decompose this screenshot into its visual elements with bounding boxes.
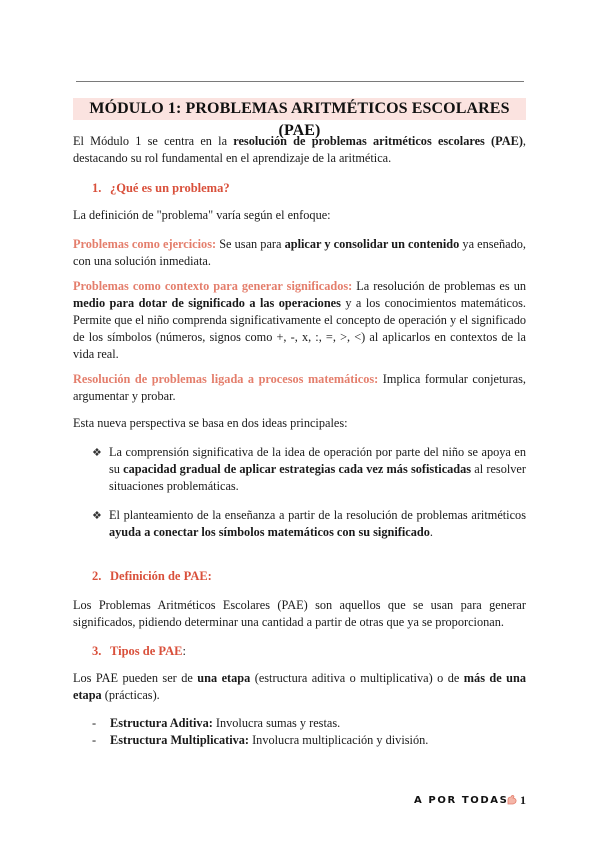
ejercicios-text-2: ya enseñado, con una solución inmediata.	[73, 237, 526, 268]
procesos-paragraph	[73, 371, 526, 405]
section-2-title: Definición de PAE:	[110, 569, 212, 583]
bullet-2-text-2: .	[429, 525, 433, 539]
dash-item-aditiva	[92, 715, 340, 732]
page-number: 1	[520, 793, 526, 807]
contexto-paragraph	[73, 278, 526, 363]
ejercicios-text-1: Se usan para	[216, 237, 285, 251]
bullet-1-bold: capacidad gradual de aplicar estrategias cada vez más sofisticadas	[123, 462, 472, 476]
dash-item-multiplicativa	[92, 732, 428, 749]
procesos-text: Implica formular conjeturas, argumentar y probar.	[73, 372, 526, 403]
top-rule	[76, 81, 524, 82]
tipos-text-3: (prácticas).	[101, 688, 160, 702]
pae-definition-paragraph: Los Problemas Aritméticos Escolares (PAE) son aquellos que se usan para generar significados, pidiendo determinar una cantidad a partir de otras que ya se proporcionan.	[73, 598, 526, 629]
tipos-text-1: Los PAE pueden ser de	[73, 671, 198, 685]
tipos-bold-1: una etapa	[197, 671, 251, 685]
intro-text-1: El Módulo 1 se centra en la	[73, 134, 234, 148]
ejercicios-bold: aplicar y consolidar un contenido	[284, 237, 460, 251]
ejercicios-label: Problemas como ejercicios:	[73, 237, 217, 251]
dash-2-label: Estructura Multiplicativa:	[110, 733, 250, 747]
intro-bold: resolución de problemas aritméticos escolares (PAE)	[233, 134, 523, 148]
contexto-label: Problemas como contexto para generar significados:	[73, 279, 353, 293]
contexto-text-2: y a los conocimientos matemáticos. Permite que el niño comprenda significativamente el concepto de operación y el significado de los símbolos (números, signos como +, -, x, :, =, >, <) al aplicarlos en contextos de la vida real.	[73, 296, 526, 361]
section-3-heading	[92, 643, 186, 660]
dash-mark: -	[92, 733, 97, 747]
tipos-text-2: (estructura aditiva o multiplicativa) o de	[250, 671, 464, 685]
section-1-heading	[92, 180, 230, 197]
section-2-heading	[92, 568, 212, 585]
definition-line: La definición de "problema" varía según el enfoque:	[73, 208, 331, 222]
procesos-label: Resolución de problemas ligada a procesos matemáticos:	[73, 372, 379, 386]
bullet-item-1	[92, 444, 526, 495]
tipos-paragraph	[73, 670, 526, 704]
dash-2-text: Involucra multiplicación y división.	[249, 733, 429, 747]
title-banner	[73, 98, 526, 139]
tipos-bold-2: más de una etapa	[73, 671, 527, 702]
perspective-line: Esta nueva perspectiva se basa en dos ideas principales:	[73, 416, 348, 430]
section-1-number: 1.	[92, 181, 102, 195]
bullet-2-text	[109, 507, 526, 541]
section-3-title: Tipos de PAE	[110, 644, 183, 658]
section-1-title: ¿Qué es un problema?	[110, 181, 230, 195]
bullet-2-bold: ayuda a conectar los símbolos matemáticos con su significado	[109, 525, 430, 539]
bullet-1-text-2: al resolver situaciones problemáticas.	[109, 462, 526, 493]
diamond-bullet-icon: ❖	[92, 510, 102, 522]
section-3-colon: :	[182, 644, 186, 658]
contexto-text-1: La resolución de problemas es un	[352, 279, 526, 293]
intro-text-2: , destacando su rol fundamental en el aprendizaje de la aritmética.	[73, 134, 526, 165]
bullet-item-2	[92, 507, 526, 541]
intro-paragraph	[73, 133, 526, 167]
contexto-bold: medio para dotar de significado a las operaciones	[73, 296, 341, 310]
section-2-number: 2.	[92, 569, 102, 583]
diamond-bullet-icon: ❖	[92, 447, 102, 459]
dash-mark: -	[92, 716, 97, 730]
section-3-number: 3.	[92, 644, 102, 658]
bullet-1-text-1: La comprensión significativa de la idea de operación por parte del niño se apoya en su	[109, 445, 526, 476]
bullet-1-text	[109, 444, 526, 495]
flexed-arm-icon	[506, 794, 518, 806]
ejercicios-paragraph	[73, 236, 526, 270]
dash-1-label: Estructura Aditiva:	[110, 716, 213, 730]
bullet-2-text-1: El planteamiento de la enseñanza a partir de la resolución de problemas aritméticos	[109, 508, 526, 522]
page-title: MÓDULO 1: PROBLEMAS ARITMÉTICOS ESCOLARES (PAE)	[89, 100, 510, 139]
footer-brand: A POR TODAS	[414, 795, 509, 806]
dash-1-text: Involucra sumas y restas.	[212, 716, 341, 730]
